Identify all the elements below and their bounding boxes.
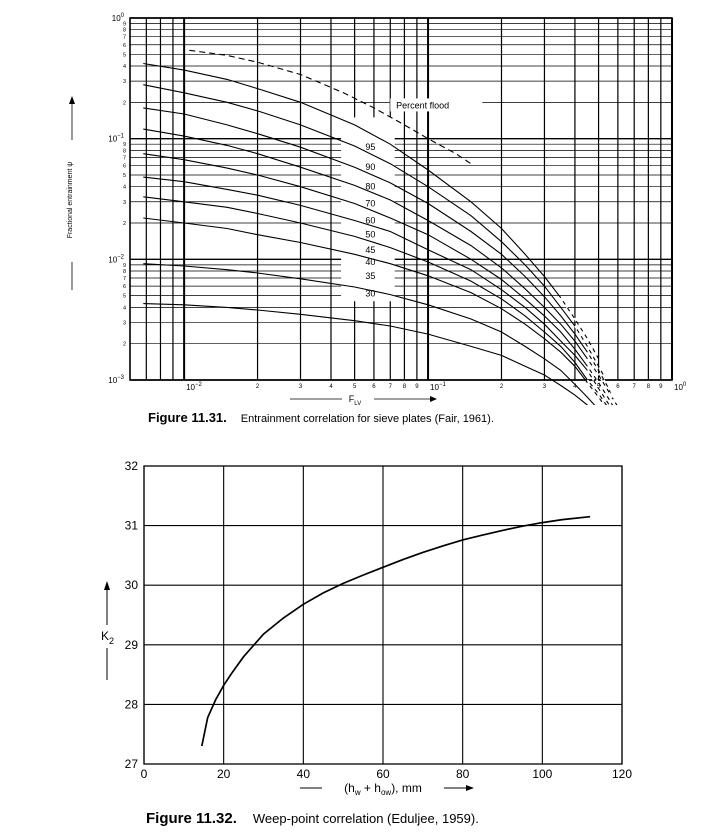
- y-minor-tick-label: 9: [122, 142, 126, 149]
- flood-label-90: 90: [365, 162, 376, 173]
- x-decade-tick-label: $10^0$: [674, 382, 687, 392]
- flood-label-40: 40: [365, 257, 376, 268]
- y-minor-tick-label: 6: [122, 42, 126, 49]
- x-minor-tick-label: 2: [499, 384, 504, 390]
- x-minor-tick-label: 7: [632, 384, 636, 390]
- x-tick-label: 80: [455, 767, 470, 781]
- flood-label-45: 45: [365, 244, 376, 255]
- flood-curve-base: [143, 304, 626, 405]
- x-decade-tick-label: $10^{-2}$: [186, 382, 202, 392]
- flood-label-30: 30: [365, 288, 376, 299]
- y-tick-label: 28: [124, 697, 138, 712]
- x-tick-label: 20: [216, 767, 231, 781]
- y-decade-tick-label: $10^{-3}$: [108, 375, 124, 385]
- y-axis-arrowhead: [69, 96, 75, 104]
- k2-curve: [202, 517, 590, 746]
- y-minor-tick-label: 7: [122, 34, 126, 41]
- chart-grid: [130, 18, 672, 380]
- y-minor-tick-label: 9: [122, 262, 126, 269]
- figure-caption-text: Weep-point correlation (Eduljee, 1959).: [252, 811, 479, 826]
- y-tick-label: 30: [124, 578, 138, 593]
- y-minor-tick-label: 4: [122, 305, 126, 312]
- flood-label-95: 95: [365, 142, 376, 153]
- figure-caption: [148, 410, 494, 425]
- y-minor-tick-label: 8: [122, 27, 126, 34]
- y-minor-tick-label: 7: [122, 155, 126, 162]
- y-minor-tick-label: 9: [122, 21, 126, 28]
- x-minor-tick-label: 6: [616, 384, 620, 390]
- y-decade-tick-label: $10^{-1}$: [108, 133, 124, 144]
- flood-label-80: 80: [365, 181, 376, 192]
- y-minor-tick-label: 6: [122, 284, 126, 291]
- x-tick-label: 120: [611, 767, 633, 781]
- y-minor-tick-label: 3: [122, 199, 126, 206]
- x-minor-tick-label: 6: [372, 384, 376, 390]
- figure-caption-text: Entrainment correlation for sieve plates (Fair, 1961).: [240, 413, 494, 425]
- weep-point-chart: [0, 450, 705, 805]
- x-minor-tick-label: 9: [659, 384, 663, 390]
- y-minor-tick-label: 5: [122, 52, 126, 59]
- chart-labels: [101, 459, 632, 797]
- y-axis-arrowhead: [104, 581, 110, 590]
- legend-title: Percent flood: [396, 100, 450, 111]
- y-minor-tick-label: 3: [122, 320, 126, 327]
- figure-number: Figure 11.31.: [148, 410, 227, 425]
- y-axis-label: $K_2$: [101, 629, 115, 646]
- y-minor-tick-label: 3: [122, 79, 126, 86]
- chart-grid: [144, 466, 622, 764]
- x-axis-label: $(h_w + h_{ow})$, mm: [344, 781, 422, 797]
- curve-dash-overlay: [587, 359, 618, 405]
- x-minor-tick-label: 8: [646, 384, 651, 390]
- y-minor-tick-label: 2: [122, 100, 126, 107]
- x-minor-tick-label: 4: [329, 384, 333, 390]
- x-minor-tick-label: 9: [415, 384, 419, 390]
- y-minor-tick-label: 7: [122, 276, 126, 283]
- x-tick-label: 40: [296, 767, 311, 781]
- y-minor-tick-label: 8: [122, 148, 126, 155]
- y-minor-tick-label: 5: [122, 172, 126, 179]
- y-minor-tick-label: 4: [122, 64, 126, 71]
- y-decade-tick-label: $10^{-2}$: [108, 254, 124, 265]
- x-minor-tick-label: 5: [352, 384, 357, 390]
- figure-number: Figure 11.32.: [146, 810, 237, 827]
- x-minor-tick-label: 3: [298, 384, 303, 390]
- y-axis-label: Fractional entrainment ψ: [67, 161, 74, 239]
- flood-label-35: 35: [365, 270, 376, 281]
- x-axis-arrowhead: [430, 396, 437, 402]
- entrainment-chart: [0, 0, 705, 405]
- y-tick-label: 29: [124, 637, 138, 652]
- y-minor-tick-label: 5: [122, 293, 126, 300]
- y-minor-tick-label: 8: [122, 269, 126, 276]
- x-minor-tick-label: 3: [542, 384, 547, 390]
- x-axis-label: $F_{LV}$: [348, 394, 362, 405]
- figure-caption: [146, 810, 479, 827]
- plot-frame: [130, 18, 672, 380]
- y-tick-label: 31: [124, 518, 138, 533]
- flood-label-50: 50: [365, 229, 376, 240]
- x-decade-tick-label: $10^{-1}$: [430, 382, 446, 392]
- x-minor-tick-label: 5: [596, 384, 601, 390]
- y-minor-tick-label: 2: [122, 221, 126, 228]
- x-minor-tick-label: 2: [255, 384, 260, 390]
- x-tick-label: 100: [532, 767, 553, 781]
- y-decade-tick-label: $10^0$: [111, 13, 124, 23]
- x-tick-label: 60: [376, 767, 390, 781]
- weep-point-curve: [202, 517, 590, 746]
- y-minor-tick-label: 4: [122, 184, 126, 191]
- y-tick-label: 27: [124, 757, 138, 771]
- y-minor-tick-label: 2: [122, 341, 126, 348]
- curve-dash-overlay: [587, 380, 618, 405]
- x-minor-tick-label: 4: [573, 384, 577, 390]
- flood-label-60: 60: [365, 215, 376, 226]
- x-minor-tick-label: 8: [402, 384, 407, 390]
- x-axis-arrowhead: [466, 785, 474, 791]
- x-minor-tick-label: 7: [388, 384, 392, 390]
- y-tick-label: 32: [124, 459, 138, 473]
- y-minor-tick-label: 6: [122, 163, 126, 170]
- flood-label-70: 70: [365, 198, 376, 209]
- x-tick-label: 0: [140, 767, 148, 781]
